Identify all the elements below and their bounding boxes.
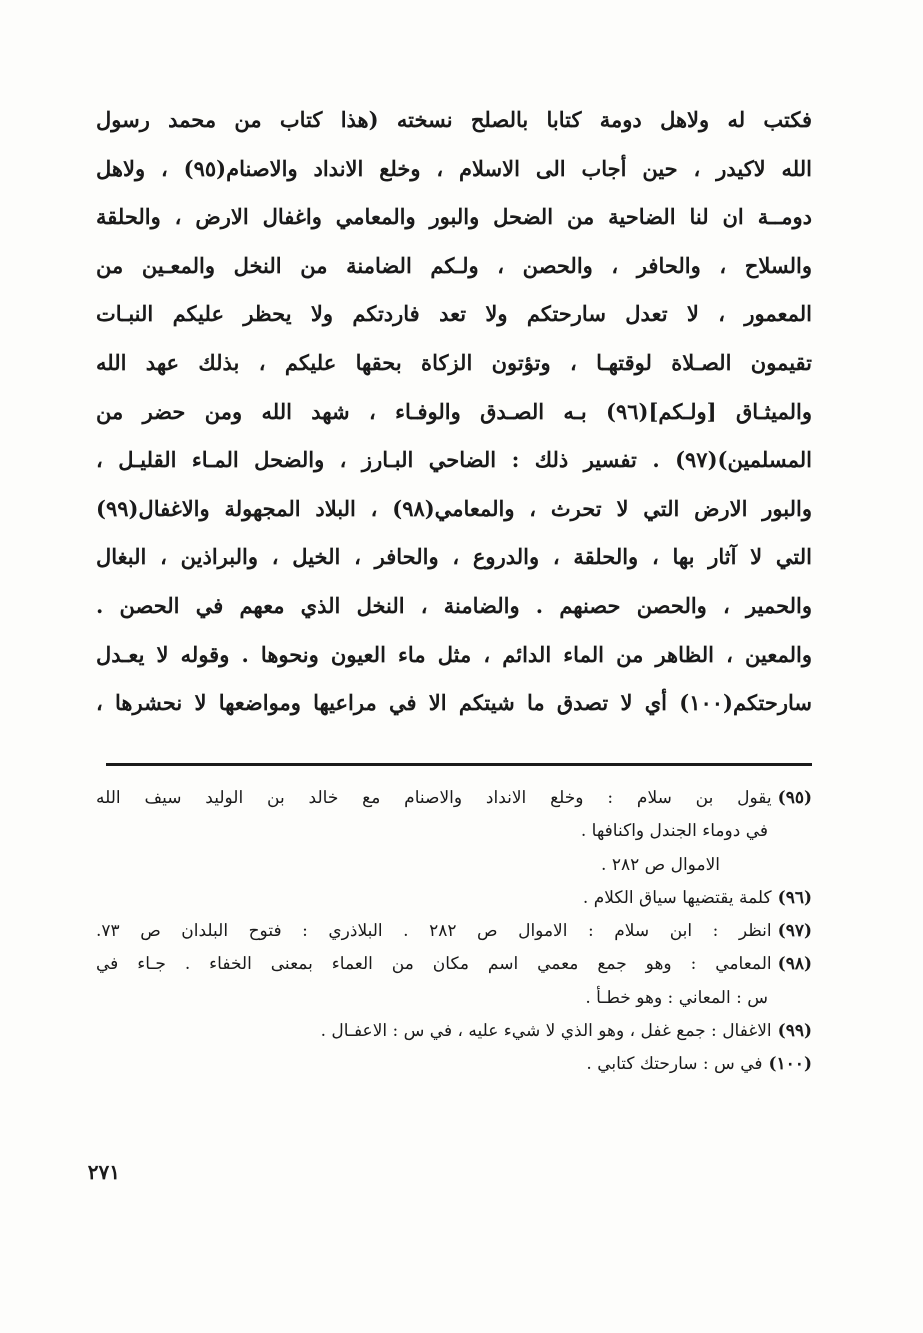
footnote-number: (٩٩): [777, 1021, 812, 1042]
text-line: سارحتكم(١٠٠) أي لا تصدق ما شيتكم الا في مراعيها ومواضعها لا نحشرها ،: [96, 690, 812, 716]
footnotes: [96, 782, 812, 1082]
text-line: الله لاكيدر ، حين أجاب الى الاسلام ، وخلع الانداد والاصنام(٩٥) ، ولاهل: [96, 155, 812, 181]
footnote-98: [96, 948, 812, 981]
footnote-continuation: في دوماء الجندل واكنافها .: [580, 821, 768, 842]
footnote-97: [96, 915, 812, 948]
footnote-number: (٩٦): [777, 887, 812, 908]
text-line: تقيمون الصـلاة لوقتهـا ، وتؤتون الزكاة بحقها عليكم ، بذلك عهد الله: [96, 349, 812, 375]
footnote-100: [96, 1048, 812, 1081]
footnote-continuation: س : المعاني : وهو خطـأ .: [585, 987, 768, 1008]
footnote-95: [96, 782, 812, 815]
text-line: دومــة ان لنا الضاحية من الضحل والبور والمعامي واغفال الارض ، والحلقة: [96, 204, 812, 230]
footnote-number: (٩٨): [777, 954, 812, 975]
text-line: والسلاح ، والحافر ، والحصن ، ولـكم الضامنة من النخل والمعـين من: [96, 252, 812, 278]
footnote-number: (١٠٠): [768, 1054, 812, 1075]
footnote-text: الاغفال : جمع غفل ، وهو الذي لا شيء عليه ، في س : الاعفـال .: [320, 1021, 772, 1042]
footnote-text: انظر : ابن سلام : الاموال ص ٢٨٢ . البلاذري : فتوح البلدان ص ٧٣.: [96, 921, 772, 942]
footnote-text: كلمة يقتضيها سياق الكلام .: [582, 887, 772, 908]
text-line: التي لا آثار بها ، والحلقة ، والدروع ، والحافر ، الخيل ، والبراذين ، البغال: [96, 544, 812, 570]
text-line: والبور الارض التي لا تحرث ، والمعامي(٩٨) ، البلاد المجهولة والاغفال(٩٩): [96, 495, 812, 521]
footnote-number: (٩٥): [777, 788, 812, 808]
text-line: المعمور ، لا تعدل سارحتكم ولا تعد فاردتكم ولا يحظر عليكم النبـات: [96, 301, 812, 327]
page-number: ٢٧١: [87, 1160, 120, 1184]
footnote-text: في س : سارحتك كتابي .: [586, 1054, 763, 1075]
text-line: والميثـاق [ولـكم](٩٦) بـه الصـدق والوفـاء ، شهد الله ومن حضر من: [96, 398, 812, 424]
footnote-text: المعامي : وهو جمع معمي اسم مكان من العماء بمعنى الخفاء . جـاء في: [96, 954, 772, 975]
text-line: فكتب له ولاهل دومة كتابا بالصلح نسخته (هذا كتاب من محمد رسول: [96, 107, 812, 132]
footnote-number: (٩٧): [777, 921, 812, 942]
text-line: والحمير ، والحصن حصنهم . والضامنة ، النخل الذي معهم في الحصن .: [96, 592, 812, 618]
footnote-continuation: الاموال ص ٢٨٢ .: [601, 854, 720, 875]
footnote-text: يقول بن سلام : وخلع الانداد والاصنام مع خالد بن الوليد سيف الله: [96, 788, 772, 808]
footnote-99: [96, 1015, 812, 1048]
footnote-divider: [106, 763, 812, 766]
footnote-96: [96, 882, 812, 915]
main-text: [96, 96, 812, 728]
text-line: المسلمين)(٩٧) . تفسير ذلك : الضاحي البـارز ، والضحل المـاء القليـل ،: [96, 447, 812, 473]
text-line: والمعين ، الظاهر من الماء الدائم ، مثل ماء العيون ونحوها . وقوله لا يعـدل: [96, 641, 812, 667]
